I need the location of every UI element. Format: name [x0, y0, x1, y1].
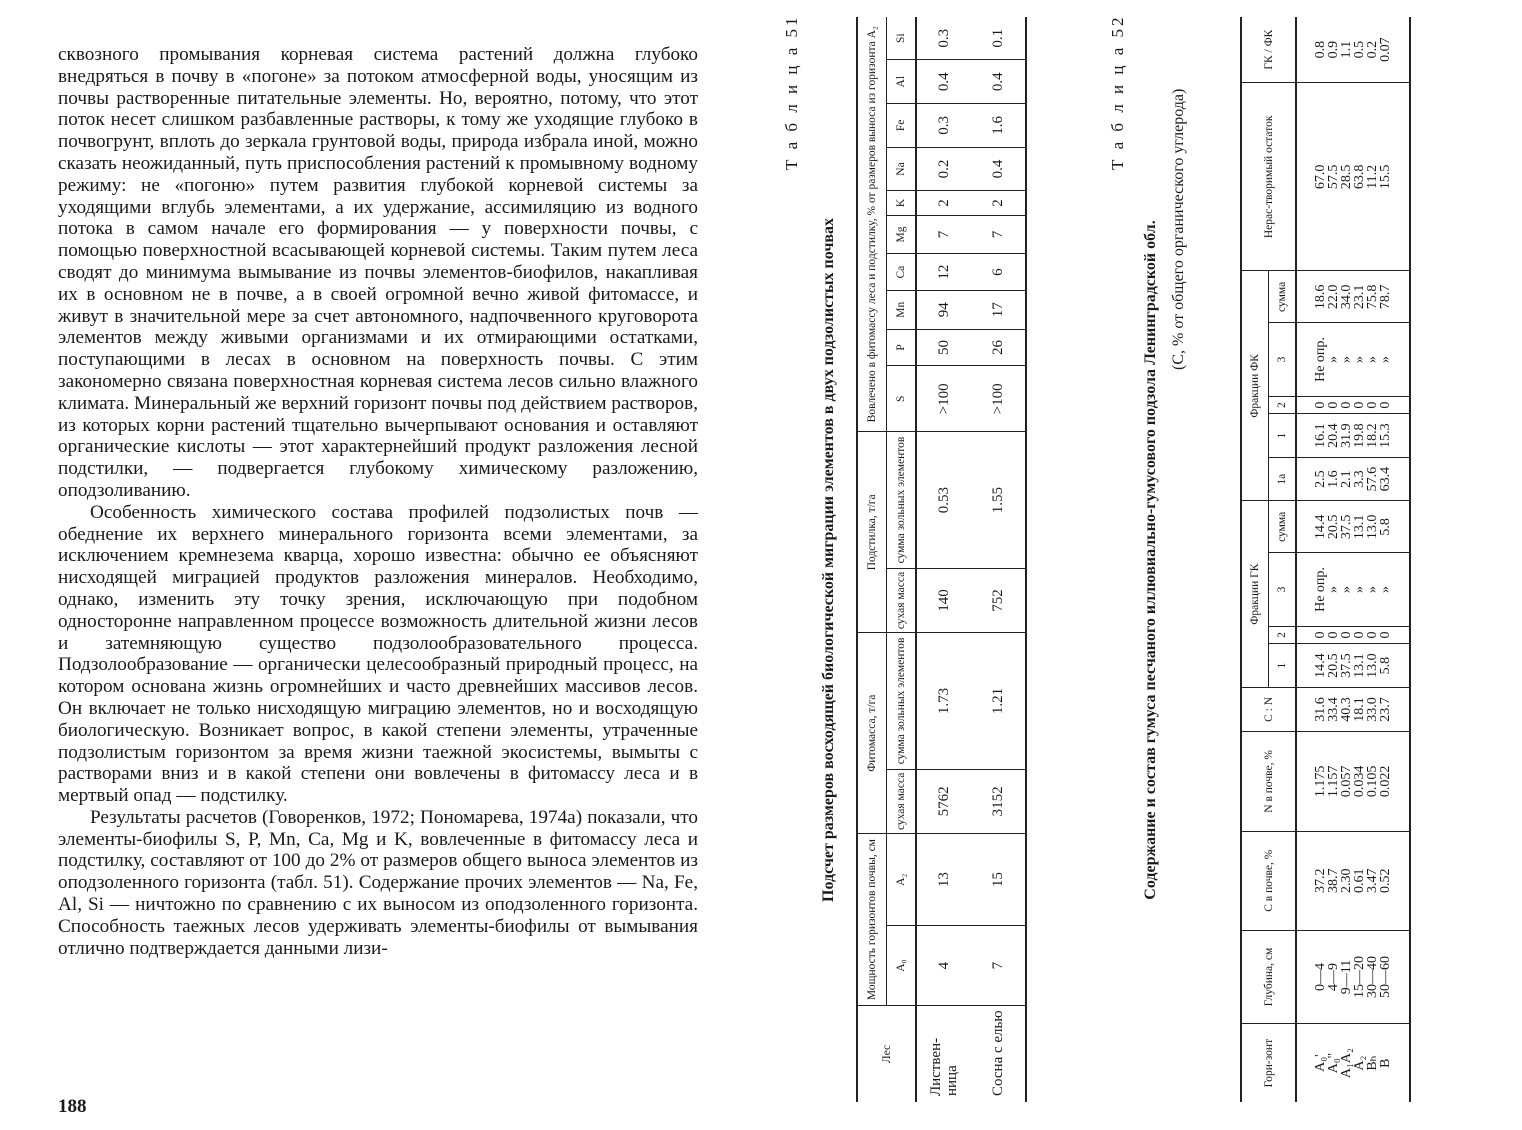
- t51-sub: A₂: [887, 834, 917, 926]
- t51-sub: Ca: [887, 254, 917, 291]
- table-52-subtitle: (С, % от общего органического углерода): [1170, 88, 1187, 370]
- t51-h-phyto: Фитомасса, т/га: [857, 633, 887, 834]
- t52-col-horizon: A₀' A₀'' A₁A₂ A₂ Bₕ B: [1313, 1048, 1393, 1079]
- t51-sub: Mn: [887, 291, 917, 330]
- t51-cell: 6: [971, 254, 1026, 291]
- t51-cell: 1.21: [971, 633, 1026, 769]
- t52-h-cn: C : N: [1241, 687, 1296, 731]
- t52-col-gksum: 14.4 20.5 37.5 13.1 13.0 5.8: [1296, 501, 1410, 553]
- t52-col-depth: 0—4 4—9 9—11 15—20 30—40 50—60: [1296, 930, 1410, 1024]
- t52-fk-sub: 3: [1269, 323, 1297, 396]
- t52-h-insoluble: Нерас-творимый остаток: [1241, 83, 1296, 271]
- t51-cell: 1.73: [916, 633, 971, 769]
- t52-col-gk2: 0 0 0 0 0 0: [1296, 626, 1410, 644]
- paragraph-2: Особенность химического состава профилей подзолистых почв — обеднение их верхнего минерального горизонта всеми элементами, за исключением кремнезема кварца, хорошо известна: обычно ее объясняют нисходящей миграцией продуктов разложения минералов. Необходимо, однако, изменить эту точку зрения, исключающую при подобном односторонне направленном процессе возможность длительной жизни лесов и затемняющую существо подзолообразовательного процесса. Подзолообразование — органически целесообразный природный процесс, на котором основана жизнь огромнейших и часто древнейших массивов лесов. Он включает не только нисходящую миграцию элементов, но и восходящую биологическую. Возникает вопрос, в какой степени элементы, утраченные подзолистым горизонтом за время жизни таежной экосистемы, вымыты с растворами вниз и в какой степени они вовлечены в фитомассу леса и в мертвый опад — подстилку.: [58, 501, 698, 807]
- t51-sub: сухая масса: [887, 769, 917, 834]
- t52-col-fk3: Не опр. » » » » »: [1296, 323, 1410, 396]
- table-52: [1240, 17, 1411, 1102]
- t52-fk-sub: 1: [1269, 414, 1297, 458]
- paragraph-3: Результаты расчетов (Говоренков, 1972; Пономарева, 1974а) показали, что элементы-биофилы S, P, Mn, Ca, Mg и K, вовлеченные в фитомассу леса и подстилку, составляют от 100 до 2% от размеров общего выноса элементов из оподзоленного горизонта (табл. 51). Содержание прочих элементов — Na, Fe, Al, Si — ничтожно по сравнению с их выносом из оподзоленного горизонта. Способность таежных лесов удерживать элементы-биофилы от вымывания отлично подтверждается данными лизи-: [58, 806, 698, 959]
- right-page: [760, 0, 1522, 1130]
- t51-cell: 7: [916, 215, 971, 254]
- t51-cell: 50: [916, 329, 971, 366]
- t51-h-forest: Лес: [857, 1006, 916, 1103]
- t52-fk-sub: 2: [1269, 396, 1297, 414]
- t52-gk-sub: 3: [1269, 553, 1297, 626]
- body-text: [58, 44, 698, 959]
- t51-forest: Сосна с елью: [989, 1010, 1006, 1096]
- t52-h-c: С в почве, %: [1241, 831, 1296, 930]
- t51-sub: P: [887, 329, 917, 366]
- t52-fk-sub: сумма: [1269, 271, 1297, 323]
- t52-col-fk2: 0 0 0 0 0 0: [1296, 396, 1410, 414]
- t52-col-gk3: Не опр. » » » » »: [1296, 553, 1410, 626]
- t51-cell: 7: [971, 215, 1026, 254]
- t51-cell: 0.3: [916, 17, 971, 60]
- rotated-tables: [760, 0, 1522, 1130]
- t52-h-gk: Фракции ГК: [1241, 501, 1269, 687]
- t51-cell: 2: [971, 191, 1026, 215]
- t51-cell: 1.6: [971, 104, 1026, 148]
- t52-col-fk1a: 2.5 1.6 2.1 3.3 57.6 63.4: [1296, 457, 1410, 501]
- table-row: [916, 17, 971, 1102]
- t51-cell: 752: [971, 568, 1026, 633]
- t52-col-c: 37.2 38.7 2.30 0.61 3.47 0.52: [1296, 831, 1410, 930]
- t51-cell: 0.3: [916, 104, 971, 148]
- t51-sub: K: [887, 191, 917, 215]
- t52-col-ratio: 0.8 0.9 1.1 0.5 0.2 0.07: [1296, 17, 1410, 83]
- table-row: [971, 17, 1026, 1102]
- t52-col-fk1: 16.1 20.4 31.9 19.8 18.2 15.3: [1296, 414, 1410, 458]
- t51-cell: 7: [971, 926, 1026, 1006]
- t52-gk-sub: 1: [1269, 644, 1297, 688]
- t51-sub: A₀: [887, 926, 917, 1006]
- t52-col-fksum: 18.6 22.0 34.0 23.1 75.8 78.7: [1296, 271, 1410, 323]
- t51-cell: 2: [916, 191, 971, 215]
- t51-forest: Листвен-ница: [927, 1037, 960, 1096]
- t51-cell: 0.53: [916, 432, 971, 568]
- table-51-label: Т а б л и ц а 51: [782, 14, 801, 170]
- t51-cell: 26: [971, 329, 1026, 366]
- t52-fk-sub: 1а: [1269, 457, 1297, 501]
- t51-sub: Fe: [887, 104, 917, 148]
- t51-cell: 5762: [916, 769, 971, 834]
- t52-h-ratio: ГК / ФК: [1241, 17, 1296, 83]
- t52-col-n: 1.175 1.157 0.057 0.034 0.105 0.022: [1296, 732, 1410, 832]
- t51-cell: 94: [916, 291, 971, 330]
- t51-sub: Si: [887, 17, 917, 60]
- t52-gk-sub: сумма: [1269, 501, 1297, 553]
- table-51-title: Подсчет размеров восходящей биологической миграции элементов в двух подзолистых почвах: [820, 218, 837, 902]
- t51-sub: Mg: [887, 215, 917, 254]
- t52-col-cn: 31.6 33.4 40.3 18.1 33.0 23.7: [1296, 687, 1410, 731]
- t52-h-fk: Фракции ФК: [1241, 271, 1269, 501]
- t51-cell: 3152: [971, 769, 1026, 834]
- t51-cell: 4: [916, 926, 971, 1006]
- page-number: 188: [58, 1096, 87, 1117]
- t52-col-gk1: 14.4 20.5 37.5 13.1 13.0 5.8: [1296, 644, 1410, 688]
- t51-h-litter: Подстилка, т/га: [857, 432, 887, 633]
- t52-h-depth: Глубина, см: [1241, 930, 1296, 1024]
- table-52-label: Т а б л и ц а 52: [1108, 14, 1127, 170]
- t52-col-insoluble: 67.0 57.5 28.5 63.8 11.2 15.5: [1296, 83, 1410, 271]
- t51-cell: 15: [971, 834, 1026, 926]
- t51-cell: >100: [971, 366, 1026, 432]
- t52-h-n: N в почве, %: [1241, 732, 1296, 832]
- t51-h-involved: Вовлечено в фитомассу леса и подстилку, % от размеров выноса из горизонта A₂: [857, 17, 887, 432]
- t51-sub: Al: [887, 60, 917, 104]
- t51-cell: 13: [916, 834, 971, 926]
- t51-sub: Na: [887, 147, 917, 191]
- t52-gk-sub: 2: [1269, 626, 1297, 644]
- table-52-title: Содержание и состав гумуса песчаного иллювиально-гумусового подзола Ленинградской обл.: [1142, 220, 1159, 900]
- t51-sub: S: [887, 366, 917, 432]
- t51-cell: 17: [971, 291, 1026, 330]
- left-page: [0, 0, 760, 1130]
- t51-sub: сумма зольных элементов: [887, 633, 917, 769]
- t51-cell: 0.4: [971, 60, 1026, 104]
- t51-cell: 1.55: [971, 432, 1026, 568]
- t51-cell: 0.1: [971, 17, 1026, 60]
- t51-cell: 0.2: [916, 147, 971, 191]
- t52-h-horizon: Гори-зонт: [1241, 1024, 1296, 1102]
- t51-cell: 140: [916, 568, 971, 633]
- table-row: [1296, 17, 1410, 1102]
- t51-cell: >100: [916, 366, 971, 432]
- t51-cell: 12: [916, 254, 971, 291]
- t51-cell: 0.4: [971, 147, 1026, 191]
- paragraph-1: сквозного промывания корневая система растений должна глубоко внедряться в почву в «погоне» за потоком атмосферной воды, уносящим из почвы растворенные питательные элементы. Но, вероятно, потому, что этот поток несет слишком разбавленные растворы, к тому же уходящие глубоко в почвогрунт, вплоть до зеркала грунтовой воды, природа избрала иной, можно сказать неожиданный, путь приспособления растений к промывному водному режиму: не «погоню» путем развития глубокой корневой системы за уходящими вглубь элементами, а их удержание, ассимиляцию из водного потока в самом начале его формирования — у поверхности почвы, с помощью поверхностной всасывающей корневой системы. Таким путем леса сводят до минимума вымывание из почвы элементов-биофилов, накапливая их в основном не в почве, а в своей огромной вечно живой фитомассе, и живут в значительной мере за счет автономного, надпочвенного круговорота элементов между живыми организмами и их отмирающими остатками, поступающими в лесах в основном на поверхность почвы. С этим закономерно связана поверхностная корневая система лесов сильно влажного климата. Минеральный же верхний горизонт почвы под действием растворов, из которых корни растений тщательно вычерпывают основания и оставляют органические кислоты — этот характернейший продукт разложения лесной подстилки, — подвергается глубокому химическому разложению, оподзоливанию.: [58, 44, 698, 501]
- t51-sub: сумма зольных элементов: [887, 432, 917, 568]
- t51-h-thickness: Мощность горизонтов почвы, см: [857, 834, 887, 1006]
- table-51: [856, 17, 1027, 1102]
- t51-cell: 0.4: [916, 60, 971, 104]
- t51-sub: сухая масса: [887, 568, 917, 633]
